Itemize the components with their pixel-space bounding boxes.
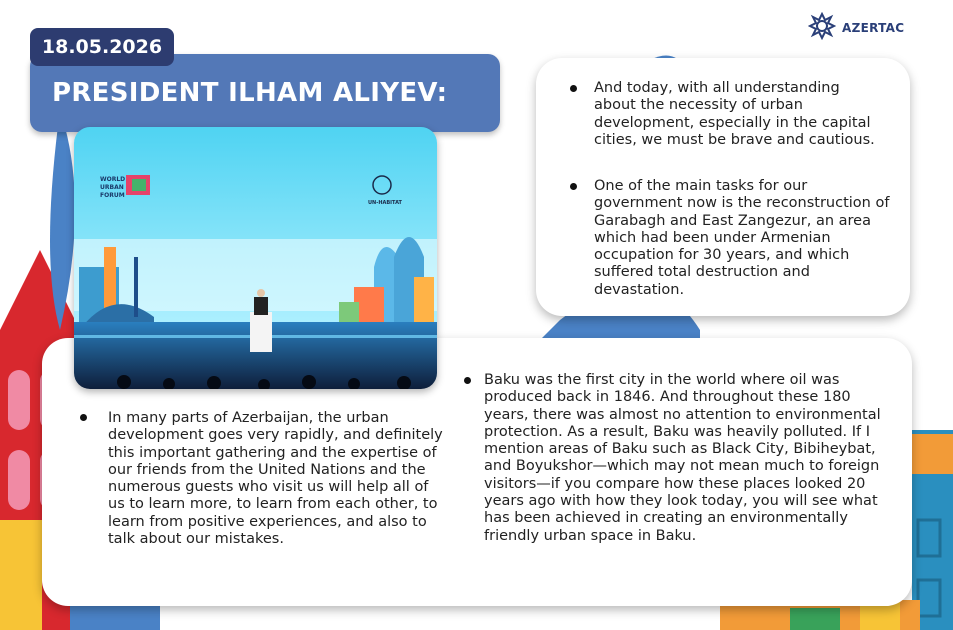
brand-name: AZERTAC — [842, 21, 905, 35]
azertac-emblem-icon — [808, 12, 836, 44]
quote-bottom-right: Baku was the first city in the world where oil was produced back in 1846. And throughout these 180 years, there was almost no attention to environmental protection. As a result, Baku was heavily polluted. If I mention areas of Baku such as Black City, Bibiheybat, and Boyukshor—which may not mean much to foreign visitors—if you compare how these places looked 20 years ago with how they look today, you will see what has been achieved in creating an environmentally friendly urban space in Baku. — [484, 372, 881, 544]
bullet-dot — [80, 414, 87, 421]
bullet-dot — [464, 377, 471, 384]
page-title: PRESIDENT ILHAM ALIYEV: — [52, 78, 448, 108]
quote-top-1: And today, with all understanding about the necessity of urban development, especially in the capital cities, we must be brave and cautious. — [594, 80, 875, 148]
quote-top-2: One of the main tasks for our government now is the reconstruction of Garabagh and East Zangezur, an area which had been under Armenian occupation for 30 years, and which suffered total destruction and devastation. — [594, 178, 890, 298]
azertac-logo — [808, 12, 904, 44]
bullet-dot — [570, 85, 577, 92]
svg-text:URBAN: URBAN — [100, 184, 124, 191]
date-badge: 18.05.2026 — [30, 28, 174, 66]
svg-text:WORLD: WORLD — [100, 176, 126, 183]
quote-bottom-left: In many parts of Azerbaijan, the urban development goes very rapidly, and definitely this important gathering and the expertise of our friends from the United Nations and the numerous guests who visit us will help all of us to learn more, to learn from each other, to learn from positive experiences, and also to talk about our mistakes. — [108, 410, 443, 548]
bullet-dot — [570, 183, 577, 190]
svg-text:FORUM: FORUM — [100, 192, 125, 199]
svg-text:UN-HABITAT: UN-HABITAT — [368, 200, 402, 206]
event-photo — [74, 127, 437, 389]
